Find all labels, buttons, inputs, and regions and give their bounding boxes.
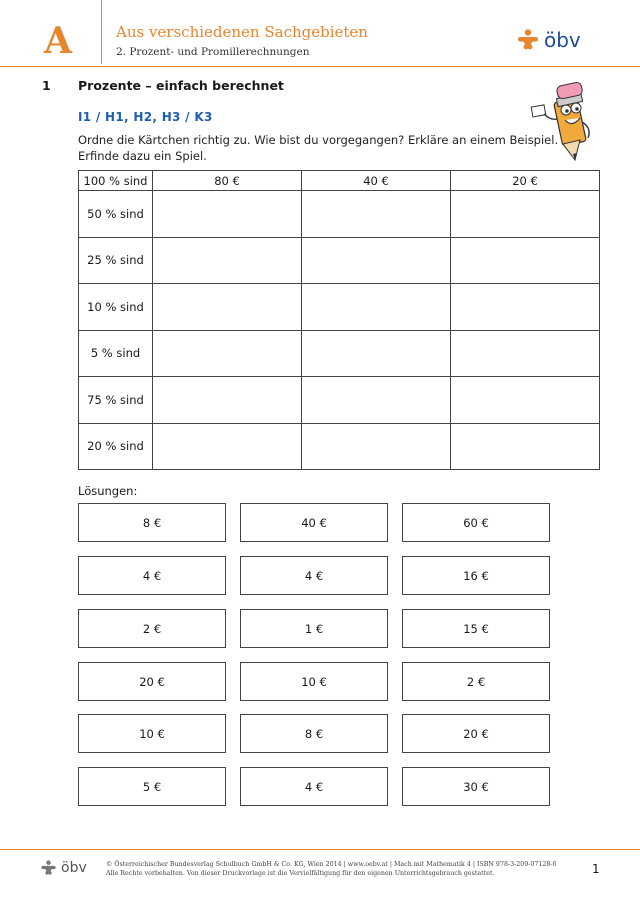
header-rule	[0, 66, 640, 67]
solution-card[interactable]: 4 €	[240, 556, 388, 595]
solution-card[interactable]: 60 €	[402, 503, 550, 542]
answer-cell[interactable]	[153, 237, 302, 284]
table-row	[79, 237, 600, 284]
answer-cell[interactable]	[302, 330, 451, 377]
instruction-line-1: Ordne die Kärtchen richtig zu. Wie bist du vorgegangen? Erkläre an einem Beispiel.	[78, 133, 559, 147]
page-number: 1	[592, 862, 600, 876]
percent-table	[78, 170, 600, 470]
table-header-row	[79, 171, 600, 191]
table-header-cell: 100 % sind	[79, 171, 153, 191]
table-row	[79, 330, 600, 377]
row-label: 5 % sind	[79, 330, 153, 377]
table-header-cell: 80 €	[153, 171, 302, 191]
table-header-cell: 40 €	[302, 171, 451, 191]
solution-card[interactable]: 10 €	[240, 662, 388, 701]
row-label: 20 % sind	[79, 423, 153, 470]
row-label: 50 % sind	[79, 191, 153, 238]
table-header-cell: 20 €	[451, 171, 600, 191]
row-label: 75 % sind	[79, 377, 153, 424]
answer-cell[interactable]	[451, 237, 600, 284]
pencil-mascot-icon	[530, 78, 600, 166]
answer-cell[interactable]	[153, 191, 302, 238]
row-label: 10 % sind	[79, 284, 153, 331]
table-row	[79, 423, 600, 470]
task-instruction	[78, 132, 558, 164]
solution-card[interactable]: 8 €	[78, 503, 226, 542]
header-divider	[101, 0, 102, 64]
solution-card[interactable]: 1 €	[240, 609, 388, 648]
answer-cell[interactable]	[153, 330, 302, 377]
table-row	[79, 191, 600, 238]
solution-card[interactable]: 16 €	[402, 556, 550, 595]
answer-cell[interactable]	[451, 330, 600, 377]
solution-card[interactable]: 5 €	[78, 767, 226, 806]
chapter-title: Aus verschiedenen Sachgebieten	[116, 23, 368, 41]
table-row	[79, 377, 600, 424]
answer-cell[interactable]	[302, 191, 451, 238]
answer-cell[interactable]	[451, 377, 600, 424]
answer-cell[interactable]	[153, 284, 302, 331]
footer-logo	[40, 860, 87, 876]
solution-card[interactable]: 20 €	[402, 714, 550, 753]
footer-logo-text: öbv	[61, 860, 87, 876]
answer-cell[interactable]	[302, 377, 451, 424]
chapter-letter: A	[44, 20, 72, 62]
task-title: Prozente – einfach berechnet	[78, 78, 284, 93]
table-row	[79, 284, 600, 331]
answer-cell[interactable]	[302, 423, 451, 470]
row-label: 25 % sind	[79, 237, 153, 284]
solution-card[interactable]: 2 €	[402, 662, 550, 701]
task-number: 1	[42, 78, 51, 93]
solution-card[interactable]: 2 €	[78, 609, 226, 648]
publisher-logo	[516, 28, 581, 52]
solution-card[interactable]: 8 €	[240, 714, 388, 753]
logo-text: öbv	[544, 28, 581, 52]
instruction-line-2: Erfinde dazu ein Spiel.	[78, 149, 207, 163]
solution-card[interactable]: 4 €	[240, 767, 388, 806]
solution-card[interactable]: 15 €	[402, 609, 550, 648]
star-icon	[40, 860, 57, 876]
copyright-line-2: Alle Rechte vorbehalten. Von dieser Druckvorlage ist die Vervielfältigung für den eigenen Unterrichtsgebrauch gestattet.	[106, 870, 495, 877]
answer-cell[interactable]	[153, 377, 302, 424]
copyright-text	[106, 860, 557, 878]
solution-card[interactable]: 30 €	[402, 767, 550, 806]
star-icon	[516, 29, 540, 51]
solution-card[interactable]: 4 €	[78, 556, 226, 595]
chapter-subtitle: 2. Prozent- und Promillerechnungen	[116, 46, 310, 58]
answer-cell[interactable]	[451, 423, 600, 470]
answer-cell[interactable]	[302, 237, 451, 284]
answer-cell[interactable]	[302, 284, 451, 331]
solution-card[interactable]: 20 €	[78, 662, 226, 701]
solution-card[interactable]: 10 €	[78, 714, 226, 753]
solution-card[interactable]: 40 €	[240, 503, 388, 542]
answer-cell[interactable]	[451, 191, 600, 238]
footer-rule	[0, 849, 640, 850]
answer-cell[interactable]	[153, 423, 302, 470]
copyright-line-1: © Österreichischer Bundesverlag Schulbuch GmbH & Co. KG, Wien 2014 | www.oebv.at | Mach mit Mathematik 4 | ISBN 978-3-209-07128-6	[106, 861, 557, 868]
answer-cell[interactable]	[451, 284, 600, 331]
solutions-label: Lösungen:	[78, 484, 138, 498]
competence-codes: I1 / H1, H2, H3 / K3	[78, 110, 213, 124]
